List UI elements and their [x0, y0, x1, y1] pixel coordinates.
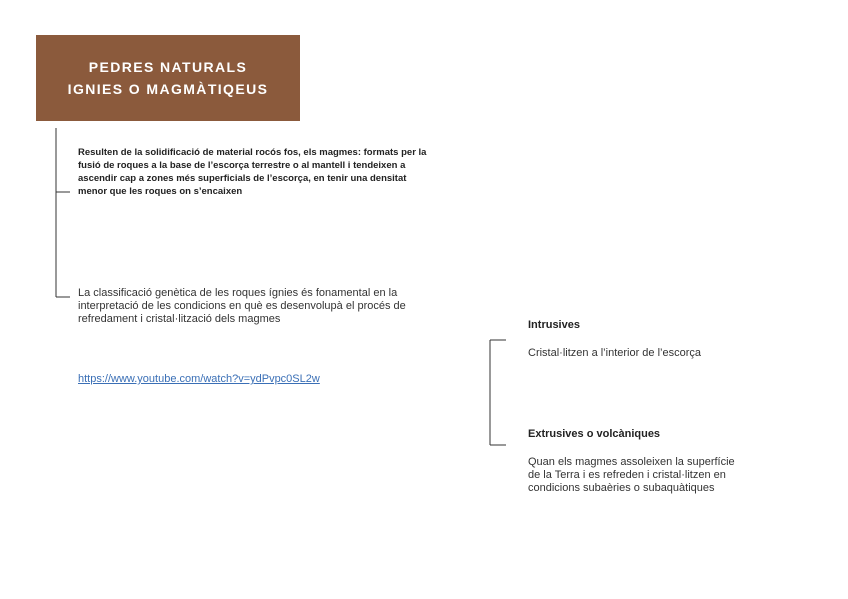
- youtube-link[interactable]: https://www.youtube.com/watch?v=ydPvpc0SL2w: [78, 373, 320, 385]
- definition-text: Resulten de la solidificació de material rocós fos, els magmes: formats per la fusió de roques a la base de l’escorça terrestre o al mantell i tendeixen a ascendir cap a zones més superficials de l’escorça, en tenir una densitat menor que les roques on s’encaixen: [78, 147, 427, 197]
- classification-text: La classificació genètica de les roques ígnies és fonamental en la interpretació de les condicions en què es desenvolupà el procés de refredament i cristal·lització dels magmes: [78, 287, 406, 325]
- extrusives-description: Quan els magmes assoleixen la superfície de la Terra i es refreden i cristal·litzen en condicions subaèries o subaquàtiques: [528, 456, 735, 494]
- title-line-1: PEDRES NATURALS: [88, 59, 248, 75]
- title-line-2: IGNIES O MAGMÀTIQEUS: [67, 81, 269, 97]
- intrusives-heading: Intrusives: [528, 319, 580, 331]
- extrusives-heading: Extrusives o volcàniques: [528, 428, 661, 440]
- intrusives-description: Cristal·litzen a l’interior de l’escorça: [528, 347, 702, 359]
